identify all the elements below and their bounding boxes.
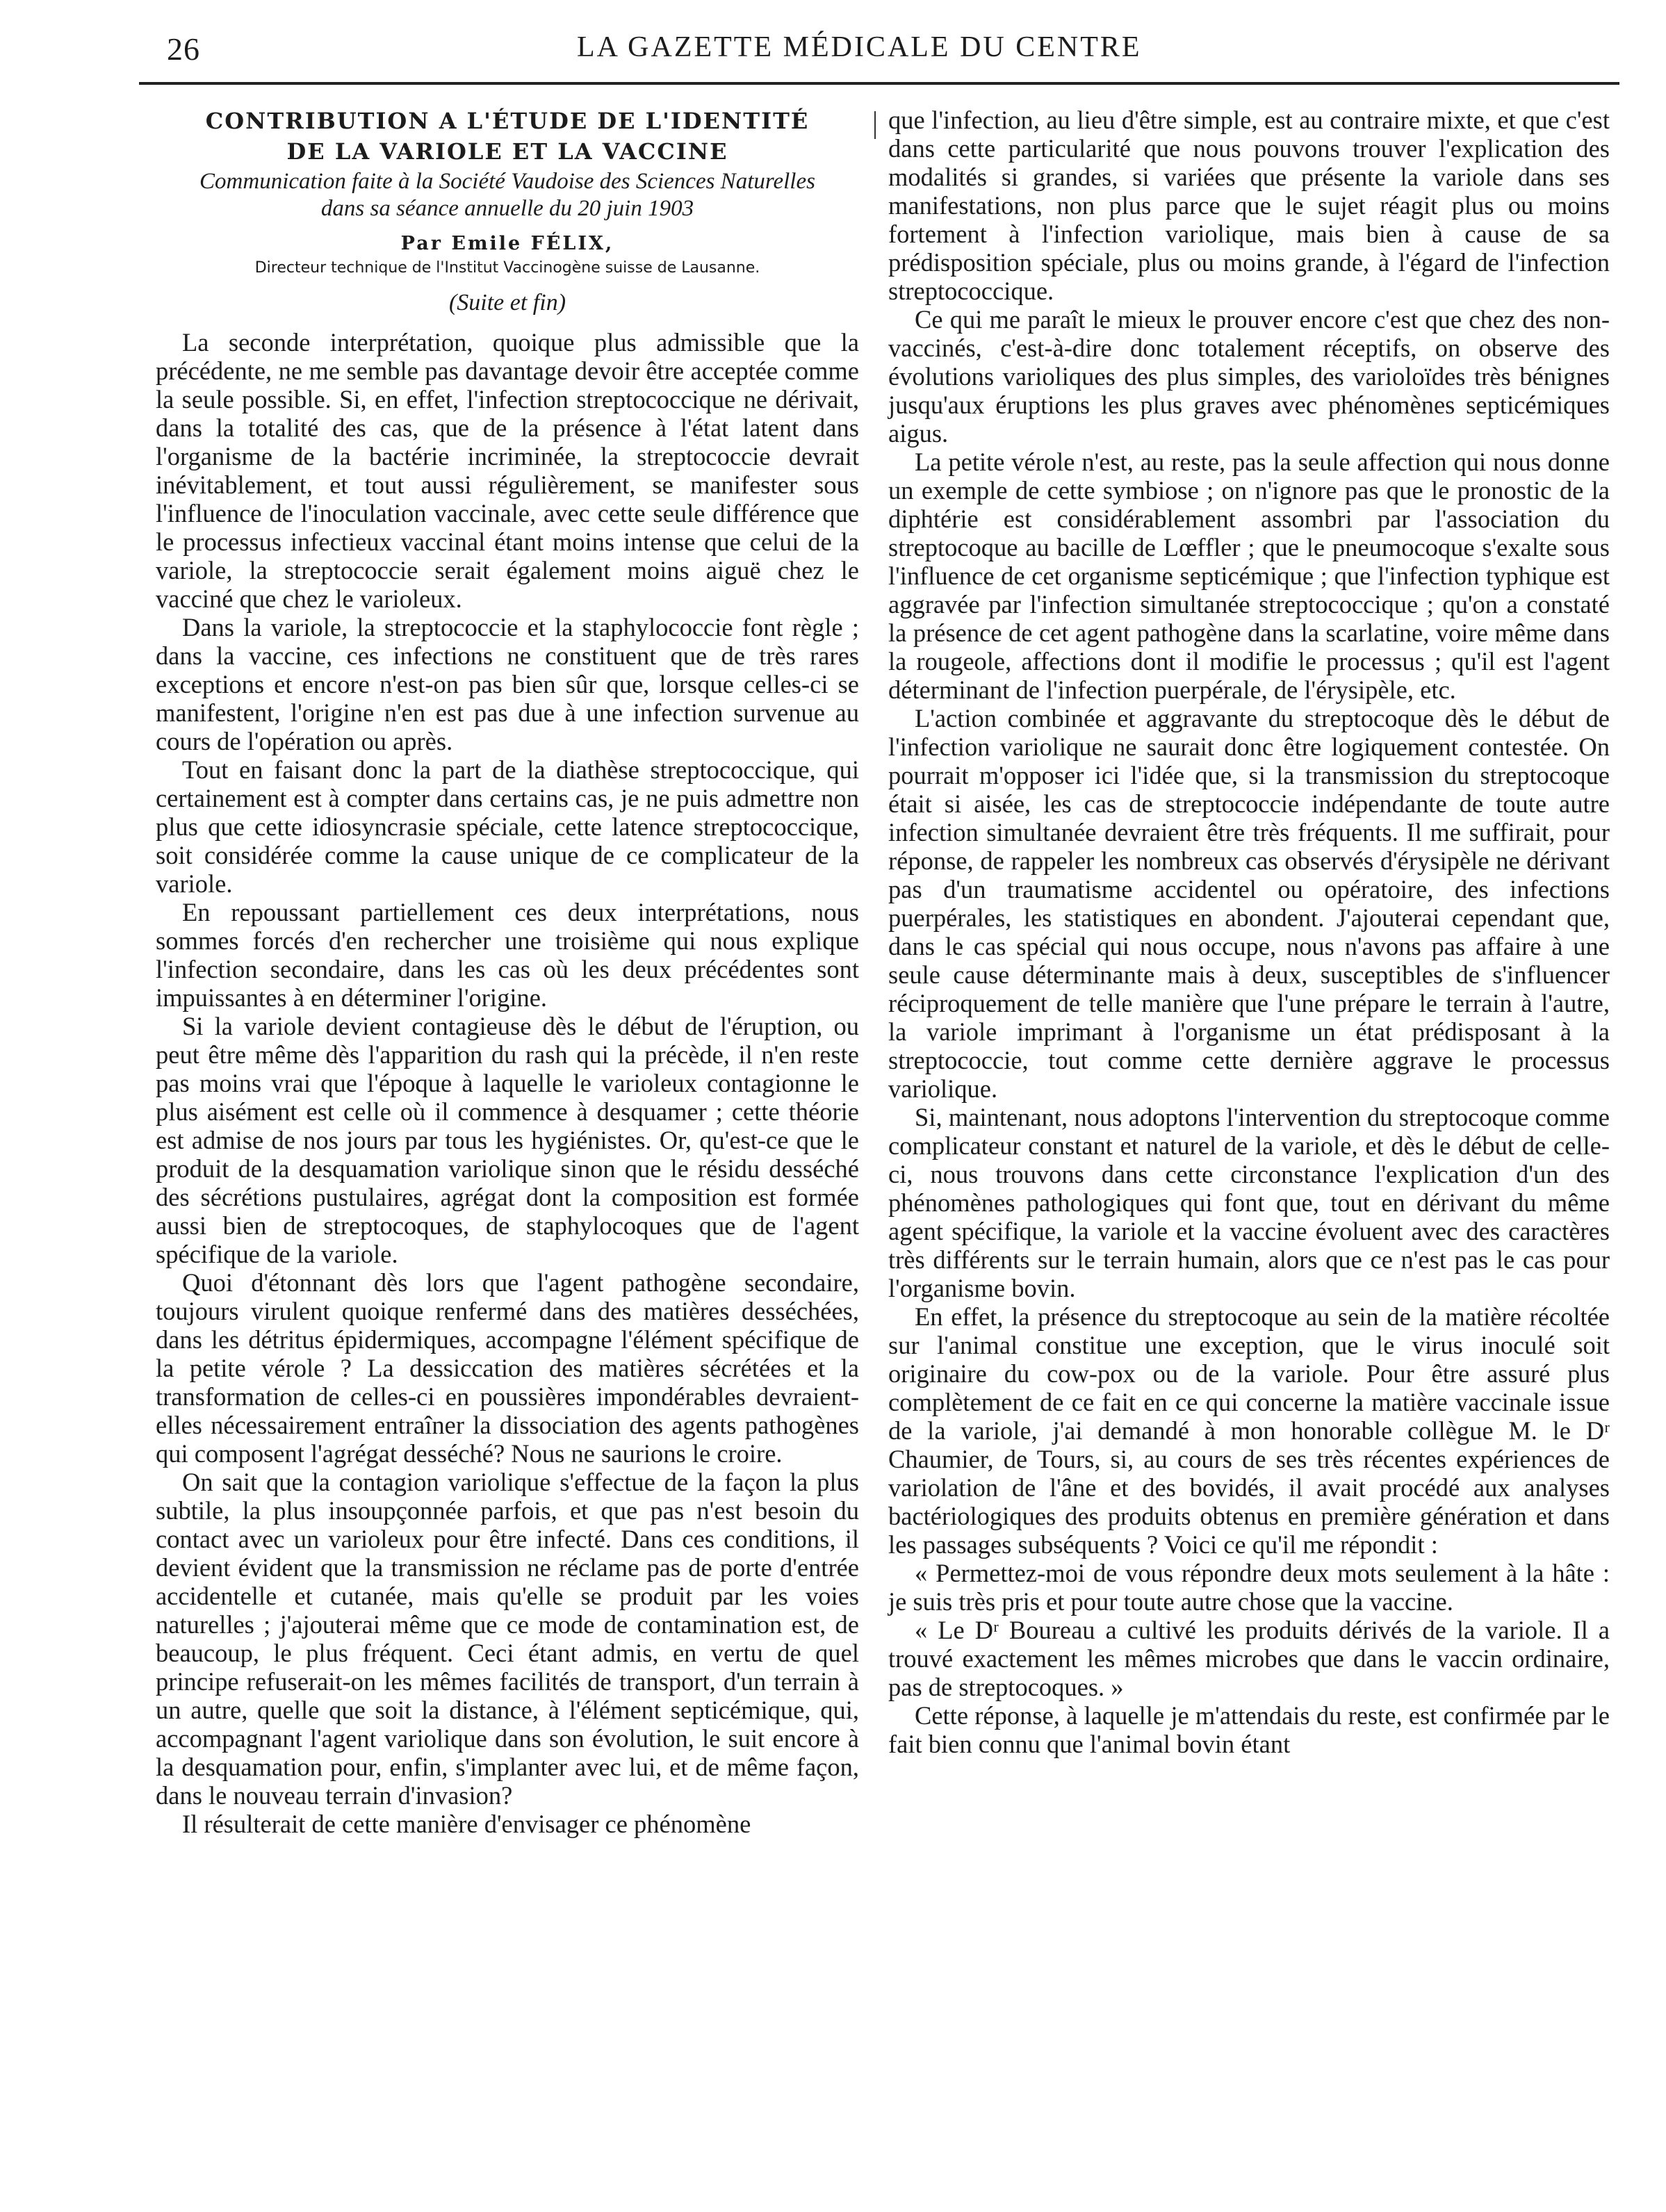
paragraph: La seconde interprétation, quoique plus admissible que la précédente, ne me semble pas davantage devoir être acceptée comme la seule possible. Si, en effet, l'infection streptococcique ne dérivait, dans la totalité des cas, que de la présence à l'état latent dans l'organisme de la bactérie incriminée, la streptococcie devrait inévitablement, et tout aussi régulièrement, se manifester sous l'influence de l'inoculation vaccinale, avec cette seule différence que le processus infectieux vaccinal étant moins intense que celui de la variole, la streptococcie serait également moins aiguë chez le vacciné que chez le varioleux. [156, 328, 859, 613]
paragraph: Si, maintenant, nous adoptons l'intervention du streptocoque comme complicateur constant et naturel de la variole, et dès le début de celle-ci, nous trouvons dans cette circonstance l'explication d'un des phénomènes pathologiques qui font que, tout en dérivant du même agent spécifique, la variole et la vaccine évoluent avec des caractères très différents sur le terrain humain, alors que ce n'est pas le cas pour l'organisme bovin. [888, 1103, 1610, 1302]
paragraph: Cette réponse, à laquelle je m'attendais du reste, est confirmée par le fait bien connu que l'animal bovin étant [888, 1701, 1610, 1758]
article-subtitle-line-1: Communication faite à la Société Vaudoise des Sciences Naturelles [199, 169, 815, 194]
paragraph: Ce qui me paraît le mieux le prouver encore c'est que chez des non-vaccinés, c'est-à-dire donc totalement réceptifs, on observe des évolutions varioliques des plus simples, des varioloïdes très bénignes jusqu'aux éruptions les plus graves avec phénomènes septicémiques aigus. [888, 305, 1610, 448]
column-divider [874, 111, 876, 139]
paragraph: L'action combinée et aggravante du streptocoque dès le début de l'infection variolique ne saurait donc être logiquement contestée. On pourrait m'opposer ici l'idée que, si la transmission du streptocoque était si aisée, les cas de streptococcie indépendante de toute autre infection simultanée devraient être très fréquents. Il me suffirait, pour réponse, de rappeler les nombreux cas observés d'érysipèle ne dérivant pas d'un traumatisme accidentel ou opératoire, des infections puerpérales, les statistiques en abondent. J'ajouterai cependant que, dans le cas spécial qui nous occupe, nous n'avons pas affaire à une seule cause déterminante mais à deux, susceptibles de s'influencer réciproquement de telle manière que l'une prépare le terrain à l'autre, la variole imprimant à l'organisme un état prédisposant à la streptococcie, tout comme cette dernière aggrave le processus variolique. [888, 704, 1610, 1103]
paragraph: Dans la variole, la streptococcie et la staphylococcie font règle ; dans la vaccine, ces infections ne constituent que de très rares exceptions et encore n'est-on pas bien sûr que, lorsque celles-ci se manifestent, l'origine n'en est pas due à une infection survenue au cours de l'opération ou après. [156, 613, 859, 755]
page-header [160, 24, 1619, 86]
paragraph: La petite vérole n'est, au reste, pas la seule affection qui nous donne un exemple de cette symbiose ; on n'ignore pas que le pronostic de la diphtérie est considérablement assombri par l'association du streptocoque au bacille de Lœffler ; que le pneumocoque s'exalte sous l'influence de cet organisme septicémique ; que l'infection typhique est aggravée par l'infection simultanée streptococcique ; qu'on a constaté la présence de cet agent pathogène dans la scarlatine, voire même dans la rougeole, affections dont il modifie le processus ; qu'il est l'agent déterminant de l'infection puerpérale, de l'érysipèle, etc. [888, 448, 1610, 704]
page-number: 26 [167, 31, 200, 67]
paragraph: Quoi d'étonnant dès lors que l'agent pathogène secondaire, toujours virulent quoique renfermé dans des matières desséchées, dans les détritus épidermiques, accompagne l'élément spécifique de la petite vérole ? La dessiccation des matières sécrétées et la transformation de celles-ci en poussières impondérables devraient-elles nécessairement entraîner la dissociation des agents pathogènes qui composent l'agrégat desséché? Nous ne saurions le croire. [156, 1268, 859, 1468]
article-title-line-1: CONTRIBUTION A L'ÉTUDE DE L'IDENTITÉ [205, 108, 810, 134]
paragraph: En repoussant partiellement ces deux interprétations, nous sommes forcés d'en rechercher une troisième qui nous explique l'infection secondaire, dans les cas où les deux précédentes sont impuissantes à en déterminer l'origine. [156, 898, 859, 1012]
paragraph: Si la variole devient contagieuse dès le début de l'éruption, ou peut être même dès l'apparition du rash qui la précède, il n'en reste pas moins vrai que l'époque à laquelle le varioleux contagionne le plus aisément est celle où il commence à desquamer ; cette théorie est admise de nos jours par tous les hygiénistes. Or, qu'est-ce que le produit de la desquamation variolique sinon que le résidu desséché des sécrétions pustulaires, agrégat dont la composition est formée aussi bien de streptocoques, de staphylocoques que de l'agent spécifique de la variole. [156, 1012, 859, 1268]
article-title-line-2: DE LA VARIOLE ET LA VACCINE [286, 138, 728, 165]
running-title: LA GAZETTE MÉDICALE DU CENTRE [577, 31, 1142, 63]
left-column [156, 106, 859, 1838]
author-affiliation: Directeur technique de l'Institut Vaccinogène suisse de Lausanne. [254, 259, 760, 277]
continuation-note: (Suite et fin) [448, 290, 566, 316]
quotation-paragraph: « Le Dʳ Boureau a cultivé les produits dérivés de la variole. Il a trouvé exactement les mêmes microbes que dans le vaccin ordinaire, pas de streptocoques. » [888, 1616, 1610, 1701]
paragraph: Tout en faisant donc la part de la diathèse streptococcique, qui certainement est à compter dans certains cas, je ne puis admettre non plus que cette idiosyncrasie spéciale, cette latence streptococcique, soit considérée comme la cause unique de ce complicateur de la variole. [156, 755, 859, 898]
paragraph: que l'infection, au lieu d'être simple, est au contraire mixte, et que c'est dans cette particularité que nous pouvons trouver l'explication des modalités si grandes, si variées que présente la variole dans ses manifestations, non plus parce que le sujet réagit plus ou moins fortement à l'infection variolique, mais bien à cause de sa prédisposition spéciale, plus ou moins grande, à l'égard de l'infection streptococcique. [888, 106, 1610, 305]
article-subtitle-line-2: dans sa séance annuelle du 20 juin 1903 [320, 196, 694, 221]
right-column [888, 106, 1610, 1758]
paragraph: On sait que la contagion variolique s'effectue de la façon la plus subtile, la plus insoupçonnée parfois, et que pas n'est besoin du contact avec un varioleux pour être infecté. Dans ces conditions, il devient évident que la transmission ne réclame pas de porte d'entrée accidentelle et cutanée, mais qu'elle se produit par les voies naturelles ; j'ajouterai même que ce mode de contamination est, de beaucoup, le plus fréquent. Ceci étant admis, en vertu de quel principe refuserait-on les mêmes facilités de transport, d'un terrain à un autre, quelle que soit la distance, à l'élément septicémique, qui, accompagnant l'agent variolique dans son évolution, le suit encore à la desquamation pour, enfin, s'implanter avec lui, et de même façon, dans le nouveau terrain d'invasion? [156, 1468, 859, 1810]
paragraph: En effet, la présence du streptocoque au sein de la matière récoltée sur l'animal constitue une exception, que le virus inoculé soit originaire du cow-pox ou de la variole. Pour être assuré plus complètement de ce fait en ce qui concerne la matière vaccinale issue de la variole, j'ai demandé à mon honorable collègue M. le Dʳ Chaumier, de Tours, si, au cours de ses très récentes expériences de variolation de l'âne et des bovidés, il avait procédé aux analyses bactériologiques des produits obtenus en première génération et dans les passages subséquents ? Voici ce qu'il me répondit : [888, 1302, 1610, 1559]
article-byline: Par Emile FÉLIX, [400, 233, 614, 254]
quotation-paragraph: « Permettez-moi de vous répondre deux mots seulement à la hâte : je suis très pris et pour toute autre chose que la vaccine. [888, 1559, 1610, 1616]
header-rule [139, 82, 1619, 85]
paragraph: Il résulterait de cette manière d'envisager ce phénomène [182, 1810, 751, 1838]
